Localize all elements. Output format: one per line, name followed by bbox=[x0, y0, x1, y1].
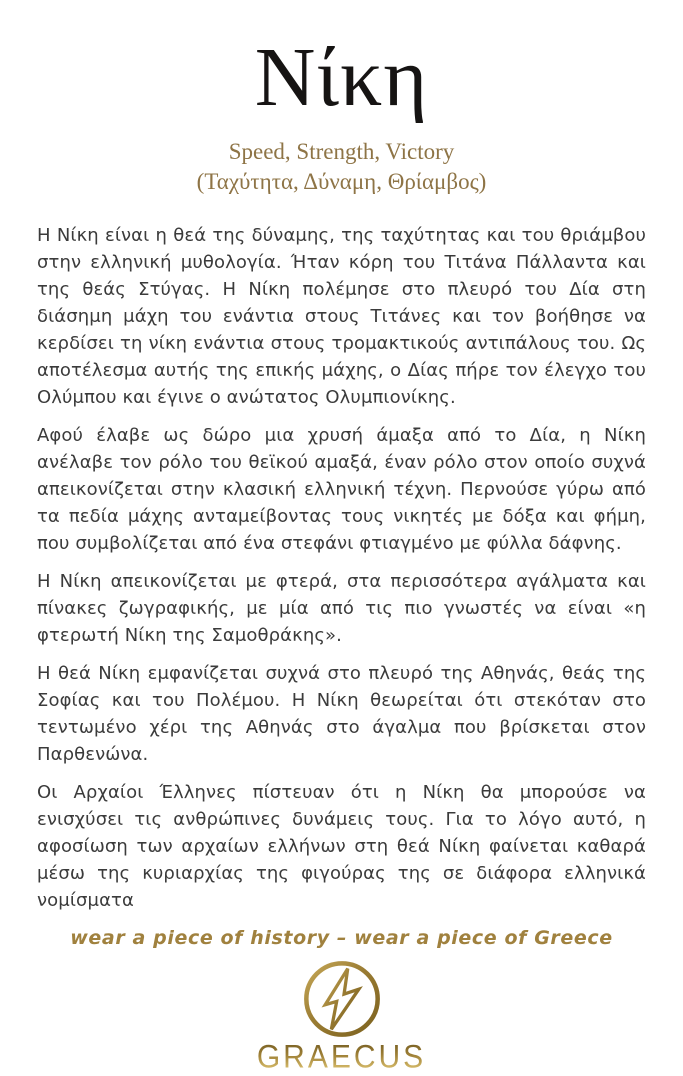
brand-logo bbox=[301, 958, 383, 1040]
brand-name: GRAECUS bbox=[0, 1039, 683, 1076]
brand-tagline: wear a piece of history – wear a piece of Greece bbox=[70, 926, 613, 949]
paragraph-1: Η Νίκη είναι η θεά της δύναμης, της ταχύτητας και του θριάμβου στην ελληνική μυθολογία. Ήταν κόρη του Τιτάνα Πάλλαντα και της θεάς Στύγας. Η Νίκη πολέμησε στο πλευρό του Δία στη διάσημη μάχη του ενάντια στους Τιτάνες και τον βοήθησε να κερδίσει τη νίκη ενάντια στους τρομακτικούς αντιπάλους του. Ως αποτέλεσμα αυτής της επικής μάχης, ο Δίας πήρε τον έλεγχο του Ολύμπου και έγινε ο ανώτατος Ολυμπιονίκης. bbox=[37, 224, 646, 408]
lightning-bolt-icon bbox=[301, 958, 383, 1040]
subtitle-english: Speed, Strength, Victory bbox=[228, 138, 455, 164]
page-title: Νίκη bbox=[254, 31, 429, 124]
paragraph-2: Αφού έλαβε ως δώρο μια χρυσή άμαξα από το Δία, η Νίκη ανέλαβε τον ρόλο του θεϊκού αμαξά, έναν ρόλο στον οποίο συχνά απεικονίζεται στην κλασική ελληνική τέχνη. Περνούσε γύρω από τα πεδία μάχης ανταμείβοντας τους νικητές με δόξα και φήμη, που συμβολίζεται από ένα στεφάνι φτιαγμένο με φύλλα δάφνης. bbox=[37, 424, 646, 554]
paragraph-5: Οι Αρχαίοι Έλληνες πίστευαν ότι η Νίκη θα μπορούσε να ενισχύσει τις ανθρώπινες δυνάμεις τους. Για το λόγο αυτό, η αφοσίωση των αρχαίων ελλήνων στη θεά Νίκη φαίνεται καθαρά μέσω της κυριαρχίας της φιγούρας της σε διάφορα ελληνικά νομίσματα bbox=[37, 781, 646, 911]
body-text bbox=[37, 222, 646, 914]
document-header bbox=[0, 0, 683, 197]
page-subtitle bbox=[0, 137, 683, 197]
paragraph-4: Η θεά Νίκη εμφανίζεται συχνά στο πλευρό της Αθηνάς, θεάς της Σοφίας και του Πολέμου. Η Νίκη θεωρείται ότι στεκόταν στο τεντωμένο χέρι της Αθηνάς στο άγαλμα που βρίσκεται στον Παρθενώνα. bbox=[37, 662, 646, 765]
paragraph-3: Η Νίκη απεικονίζεται με φτερά, στα περισσότερα αγάλματα και πίνακες ζωγραφικής, με μία από τις πιο γνωστές να είναι «η φτερωτή Νίκη της Σαμοθράκης». bbox=[37, 570, 646, 646]
subtitle-greek: (Ταχύτητα, Δύναμη, Θρίαμβος) bbox=[196, 168, 487, 194]
